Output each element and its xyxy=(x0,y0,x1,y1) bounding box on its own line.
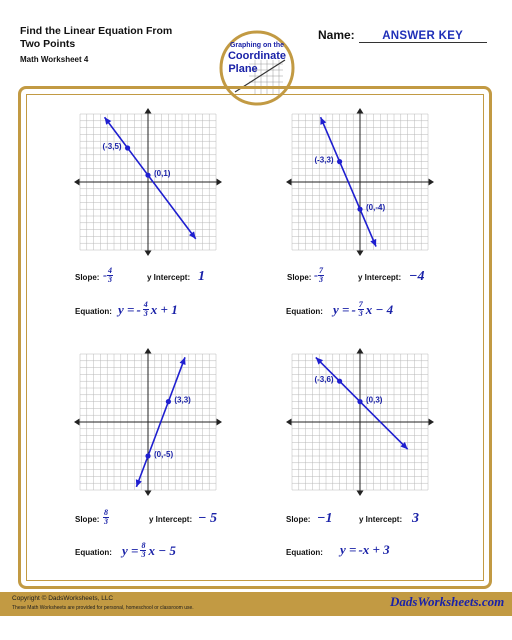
data-point xyxy=(145,453,150,458)
y-axis-arrow xyxy=(145,348,152,354)
graph-1 xyxy=(70,100,226,262)
intercept-label-1: y Intercept: xyxy=(147,273,191,282)
slope-value-2: - $\frac{7}{3}$ xyxy=(314,266,323,284)
equation-3: y = $\frac{8}{3}$ x − 5 xyxy=(122,541,176,559)
point-label: (0,-4) xyxy=(366,203,386,213)
slope-value-1: - $\frac{4}{3}$ xyxy=(103,266,112,284)
y-axis-arrow xyxy=(145,251,152,257)
data-point xyxy=(166,399,171,404)
intercept-value-2: −4 xyxy=(409,269,425,284)
equation-label-4: Equation: xyxy=(286,548,323,557)
data-point xyxy=(125,145,130,150)
point-label: (-3,5) xyxy=(102,142,122,151)
point-label: (-3,3) xyxy=(314,155,334,165)
equation-2: y = - $\frac{7}{3}$ x − 4 xyxy=(333,300,394,318)
y-axis-arrow xyxy=(145,108,152,114)
x-axis-arrow xyxy=(286,419,292,426)
intercept-value-1: 1 xyxy=(198,269,205,284)
logo-line-2: Coordinate xyxy=(227,50,287,62)
graph-2 xyxy=(282,100,438,262)
y-axis-arrow xyxy=(145,491,152,497)
x-axis-arrow xyxy=(217,179,223,186)
equation-label-1: Equation: xyxy=(75,307,112,316)
equation-1: y = - $\frac{4}{3}$ x + 1 xyxy=(118,300,178,318)
x-axis-arrow xyxy=(217,419,223,426)
x-axis-arrow xyxy=(429,419,435,426)
x-axis-arrow xyxy=(429,179,435,186)
intercept-value-4: 3 xyxy=(412,511,419,526)
point-label: (-3,6) xyxy=(314,375,334,385)
slope-label-1: Slope: xyxy=(75,273,100,282)
y-axis-arrow xyxy=(357,348,364,354)
intercept-label-4: y Intercept: xyxy=(359,515,403,524)
equation-4: y = -x + 3 xyxy=(340,542,390,557)
point-label: (0,3) xyxy=(366,395,383,405)
point-label: (0,1) xyxy=(154,169,171,179)
equation-label-3: Equation: xyxy=(75,548,112,557)
x-axis-arrow xyxy=(74,419,80,426)
worksheet-subtitle: Math Worksheet 4 xyxy=(20,55,89,64)
y-axis-arrow xyxy=(357,251,364,257)
point-label: (3,3) xyxy=(174,395,191,405)
footer-brand-logo: DadsWorksheets.com xyxy=(390,594,505,609)
logo-line-1: Graphing on the xyxy=(229,42,285,49)
data-point xyxy=(357,207,362,212)
intercept-label-3: y Intercept: xyxy=(149,515,193,524)
data-point xyxy=(357,399,362,404)
logo-line-3: Plane xyxy=(228,63,258,75)
slope-label-4: Slope: xyxy=(286,515,311,524)
graph-4 xyxy=(282,340,438,502)
slope-value-3: $\frac{8}{3}$ xyxy=(104,508,108,526)
data-point xyxy=(337,379,342,384)
axes xyxy=(286,108,434,256)
slope-label-2: Slope: xyxy=(287,273,312,282)
x-axis-arrow xyxy=(74,179,80,186)
line-arrowhead xyxy=(180,357,186,365)
point-label: (0,-5) xyxy=(154,450,174,459)
equation-label-2: Equation: xyxy=(286,307,323,316)
x-axis-arrow xyxy=(286,179,292,186)
worksheet-title: Find the Linear Equation From Two Points xyxy=(20,25,173,50)
slope-value-4: −1 xyxy=(317,511,333,526)
footer-note: These Math Worksheets are provided for personal, homeschool or classroom use. xyxy=(12,605,194,611)
axes xyxy=(74,348,222,496)
data-point xyxy=(337,159,342,164)
y-axis-arrow xyxy=(357,108,364,114)
name-field xyxy=(318,28,487,43)
intercept-value-3: − 5 xyxy=(198,511,217,526)
axes xyxy=(286,348,434,496)
axes xyxy=(74,108,222,256)
slope-label-3: Slope: xyxy=(75,515,100,524)
footer-copyright: Copyright © DadsWorksheets, LLC xyxy=(12,595,114,602)
graph-3 xyxy=(70,340,226,502)
name-value: ANSWER KEY xyxy=(359,30,487,43)
name-label: Name: xyxy=(318,28,355,42)
y-axis-arrow xyxy=(357,491,364,497)
intercept-label-2: y Intercept: xyxy=(358,273,402,282)
data-point xyxy=(145,173,150,178)
